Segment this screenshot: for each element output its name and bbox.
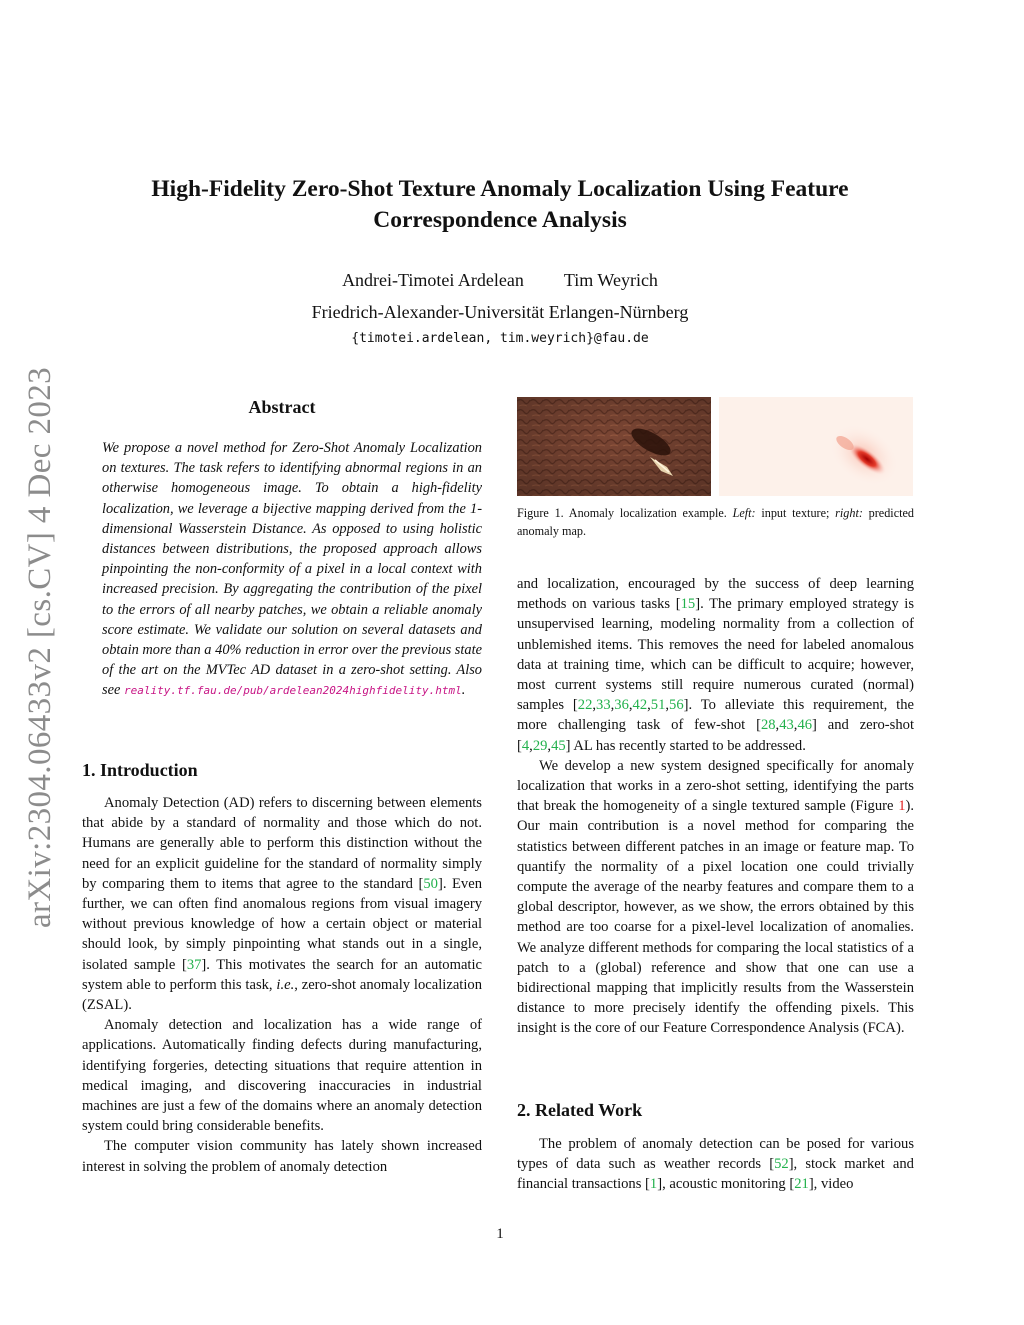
figure-reference-link[interactable]: 1 [898,798,906,815]
citation-link[interactable]: 28 [760,717,776,734]
author-list [0,270,1000,291]
page-number: 1 [496,1226,504,1242]
project-link[interactable]: reality.tf.fau.de/pub/ardelean2024highfidelity.html [123,684,462,698]
arxiv-identifier: arXiv:2304.06433v2 [cs.CV] 4 Dec 2023 [22,366,58,928]
citation-link[interactable]: 21 [794,1176,809,1193]
citation-link[interactable]: 22 [577,697,593,714]
right-column-body [517,574,914,1039]
citation-link[interactable]: 36 [614,697,629,714]
abstract-text: We propose a novel method for Zero-Shot Anomaly Localization on textures. The task refers to identifying abnormal regions in an otherwise homogeneous image. To obtain a high-fidelity localization, we leverage a bijective mapping derived from the 1-dimensional Wasserstein Distance. As opposed to using holistic distances between distributions, the proposed approach allows pinpointing the non-conformity of a pixel in a local context with increased precision. By aggregating the contribution of the pixel to the errors of all nearby patches, we obtain a reliable anomaly score estimate. We validate our solution on several datasets and obtain more than a 40% reduction in error over the previous state of the art on the MVTec AD dataset in a zero-shot setting. Also see reality.tf.fau.de/pub/ardelean2024highfidelity.html. [102,440,482,699]
section-introduction-heading: 1. Introduction [82,760,198,780]
citation-link[interactable]: 1 [649,1176,658,1193]
paragraph: Anomaly Detection (AD) refers to discerning between elements that abide by a standard of normality and those which do not. Humans are generally able to perform this distinction without the need for an explicit guideline for the standard of normality simply by comparing them to items that agree to the standard [50]. Even further, we can often find anomalous regions from visual imagery without previous knowledge of how a certain object or material should look, by simply pinpointing what stands out in a single, isolated sample [37]. This motivates the search for an automatic system able to perform this task, i.e., zero-shot anomaly localization (ZSAL). [82,795,483,1014]
citation-link[interactable]: 29 [532,737,548,754]
citation-link[interactable]: 45 [551,737,566,754]
paragraph: We develop a new system designed specifically for anomaly localization that works in a zero-shot setting, identifying the parts that break the homogeneity of a single textured sample (Figure 1). Our main contribution is a novel method for comparing the statistics between different patches in an image or feature map. To quantify the normality of a pixel location one could trivially compute the average of the nearby features and compare them to a global descriptor, however, as we show, the errors obtained by this method are too coarse for a pixel-level localization of anomalies. We analyze different methods for comparing the local statistics of a patch to a (global) reference and show that one can use a bidirectional mapping that implicitly results from the Wasserstein distance to more precisely identify the offending pixels. This insight is the core of our Feature Correspondence Analysis (FCA). [517,757,914,1037]
paragraph: and localization, encouraged by the success of deep learning methods on various tasks [15]. The primary employed strategy is unsupervised learning, modeling normality from a collection of unblemished items. This removes the need for labeled anomalous data at training time, which can be difficult to acquire; however, most current systems still require numerous curated (normal) samples [22,33,36,42,51,56]. To alleviate this requirement, the more challenging task of few-shot [28,43,46] and zero-shot [4,29,45] AL has recently started to be addressed. [517,576,915,754]
citation-link[interactable]: 52 [774,1156,789,1173]
citation-link[interactable]: 15 [680,596,696,613]
paragraph: The computer vision community has lately shown increased interest in solving the problem of anomaly detection [82,1138,482,1175]
citation-link[interactable]: 37 [186,956,202,973]
introduction-body [82,793,482,1177]
citation-link[interactable]: 51 [650,697,666,714]
paragraph: The problem of anomaly detection can be posed for various types of data such as weather records [52], stock market and financial transactions [1], acoustic monitoring [21], video [517,1136,914,1193]
abstract-body: We propose a novel method for Zero-Shot Anomaly Localization on textures. The task refers to identifying abnormal regions in an otherwise homogeneous image. To obtain a high-fidelity localization, we leverage a bijective mapping derived from the 1-dimensional Wasserstein Distance. As opposed to using holistic distances between distributions, the proposed approach allows pinpointing the non-conformity of a pixel in a local context with increased precision. By aggregating the contribution of the pixel to the errors of all nearby patches, we obtain a reliable anomaly score estimate. We validate our solution on several datasets and obtain more than a 40% reduction in error over the previous state of the art on the MVTec AD dataset in a zero-shot setting. Also see [102,440,482,699]
affiliation: Friedrich-Alexander-Universität Erlangen-Nürnberg [311,302,689,322]
paragraph: Anomaly detection and localization has a wide range of applications. Automatically finding defects during manufacturing, identifying forgeries, detecting situations that require attention in medical imaging, and discovering inaccuracies in industrial machines are just a few of the domains where an anomaly detection system could bring considerable benefits. [82,1017,482,1135]
abstract-heading: Abstract [248,397,316,417]
citation-link[interactable]: 42 [632,697,648,714]
author-name: Andrei-Timotei Ardelean [342,270,524,290]
citation-link[interactable]: 4 [521,737,530,754]
figure-caption: Figure 1. Anomaly localization example. Left: input texture; right: predicted anomaly map. [517,506,914,538]
related-work-body [517,1134,914,1195]
figure-anomaly-map [719,397,913,496]
citation-link[interactable]: 46 [797,717,813,734]
citation-link[interactable]: 43 [779,717,794,734]
section-related-work-heading: 2. Related Work [517,1100,643,1120]
author-name: Tim Weyrich [563,270,658,290]
figure-input-texture [517,397,711,496]
citation-link[interactable]: 56 [669,697,684,714]
paper-title: High-Fidelity Zero-Shot Texture Anomaly Localization Using Feature Correspondence Analysis [151,176,849,233]
citation-link[interactable]: 33 [596,697,611,714]
author-email: {timotei.ardelean, tim.weyrich}@fau.de [351,331,649,346]
citation-link[interactable]: 50 [423,875,438,892]
